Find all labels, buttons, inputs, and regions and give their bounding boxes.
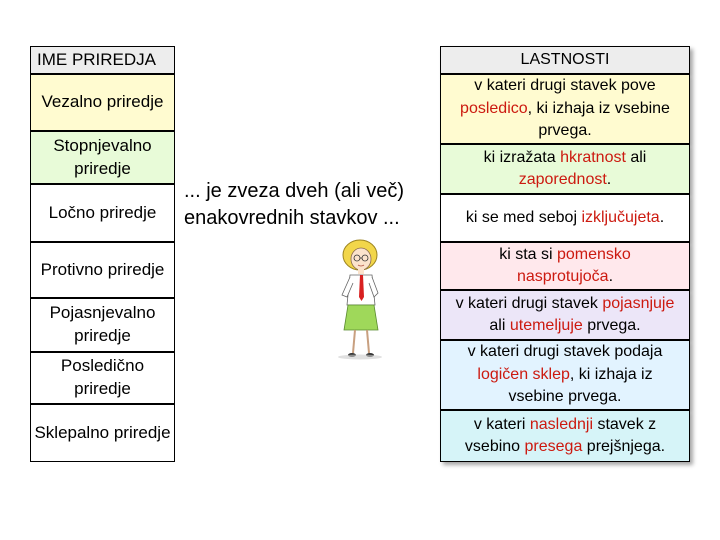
item-locno: Ločno priredje <box>30 184 175 242</box>
property-protivno <box>440 242 690 290</box>
property-pojasnjevalno <box>440 290 690 340</box>
property-text: v kateri drugi stavek pove posledico, ki izhaja iz vsebine prvega. <box>460 77 670 140</box>
left-header: IME PRIREDJA <box>30 46 175 74</box>
item-protivno: Protivno priredje <box>30 242 175 298</box>
property-text: ki sta si pomensko nasprotujoča. <box>499 245 631 285</box>
definition-line-1: ... je zveza dveh (ali več) <box>184 180 405 202</box>
property-text: v kateri drugi stavek pojasnjuje ali utemeljuje prvega. <box>455 294 675 334</box>
item-vezalno: Vezalno priredje <box>30 74 175 131</box>
cartoon-woman-illustration <box>320 235 400 360</box>
property-vezalno <box>440 74 690 144</box>
definition-text <box>184 178 442 232</box>
property-text: ki se med seboj izključujeta. <box>465 208 665 226</box>
definition-line-2: enakovrednih stavkov ... <box>184 207 400 229</box>
property-posledicno <box>440 340 690 410</box>
property-text: ki izražata hkratnost ali zaporednost. <box>483 148 647 188</box>
property-stopnjevalno <box>440 144 690 194</box>
property-text: v kateri naslednji stavek z vsebino presega prejšnjega. <box>464 415 666 455</box>
item-stopnjevalno: Stopnjevalno priredje <box>30 131 175 184</box>
item-pojasnjevalno: Pojasnjevalno priredje <box>30 298 175 352</box>
right-header: LASTNOSTI <box>440 46 690 74</box>
property-locno <box>440 194 690 242</box>
item-sklepalno: Sklepalno priredje <box>30 404 175 462</box>
item-posledicno: Posledično priredje <box>30 352 175 404</box>
property-text: v kateri drugi stavek podaja logičen sklep, ki izhaja iz vsebine prvega. <box>467 343 663 406</box>
property-sklepalno <box>440 410 690 462</box>
